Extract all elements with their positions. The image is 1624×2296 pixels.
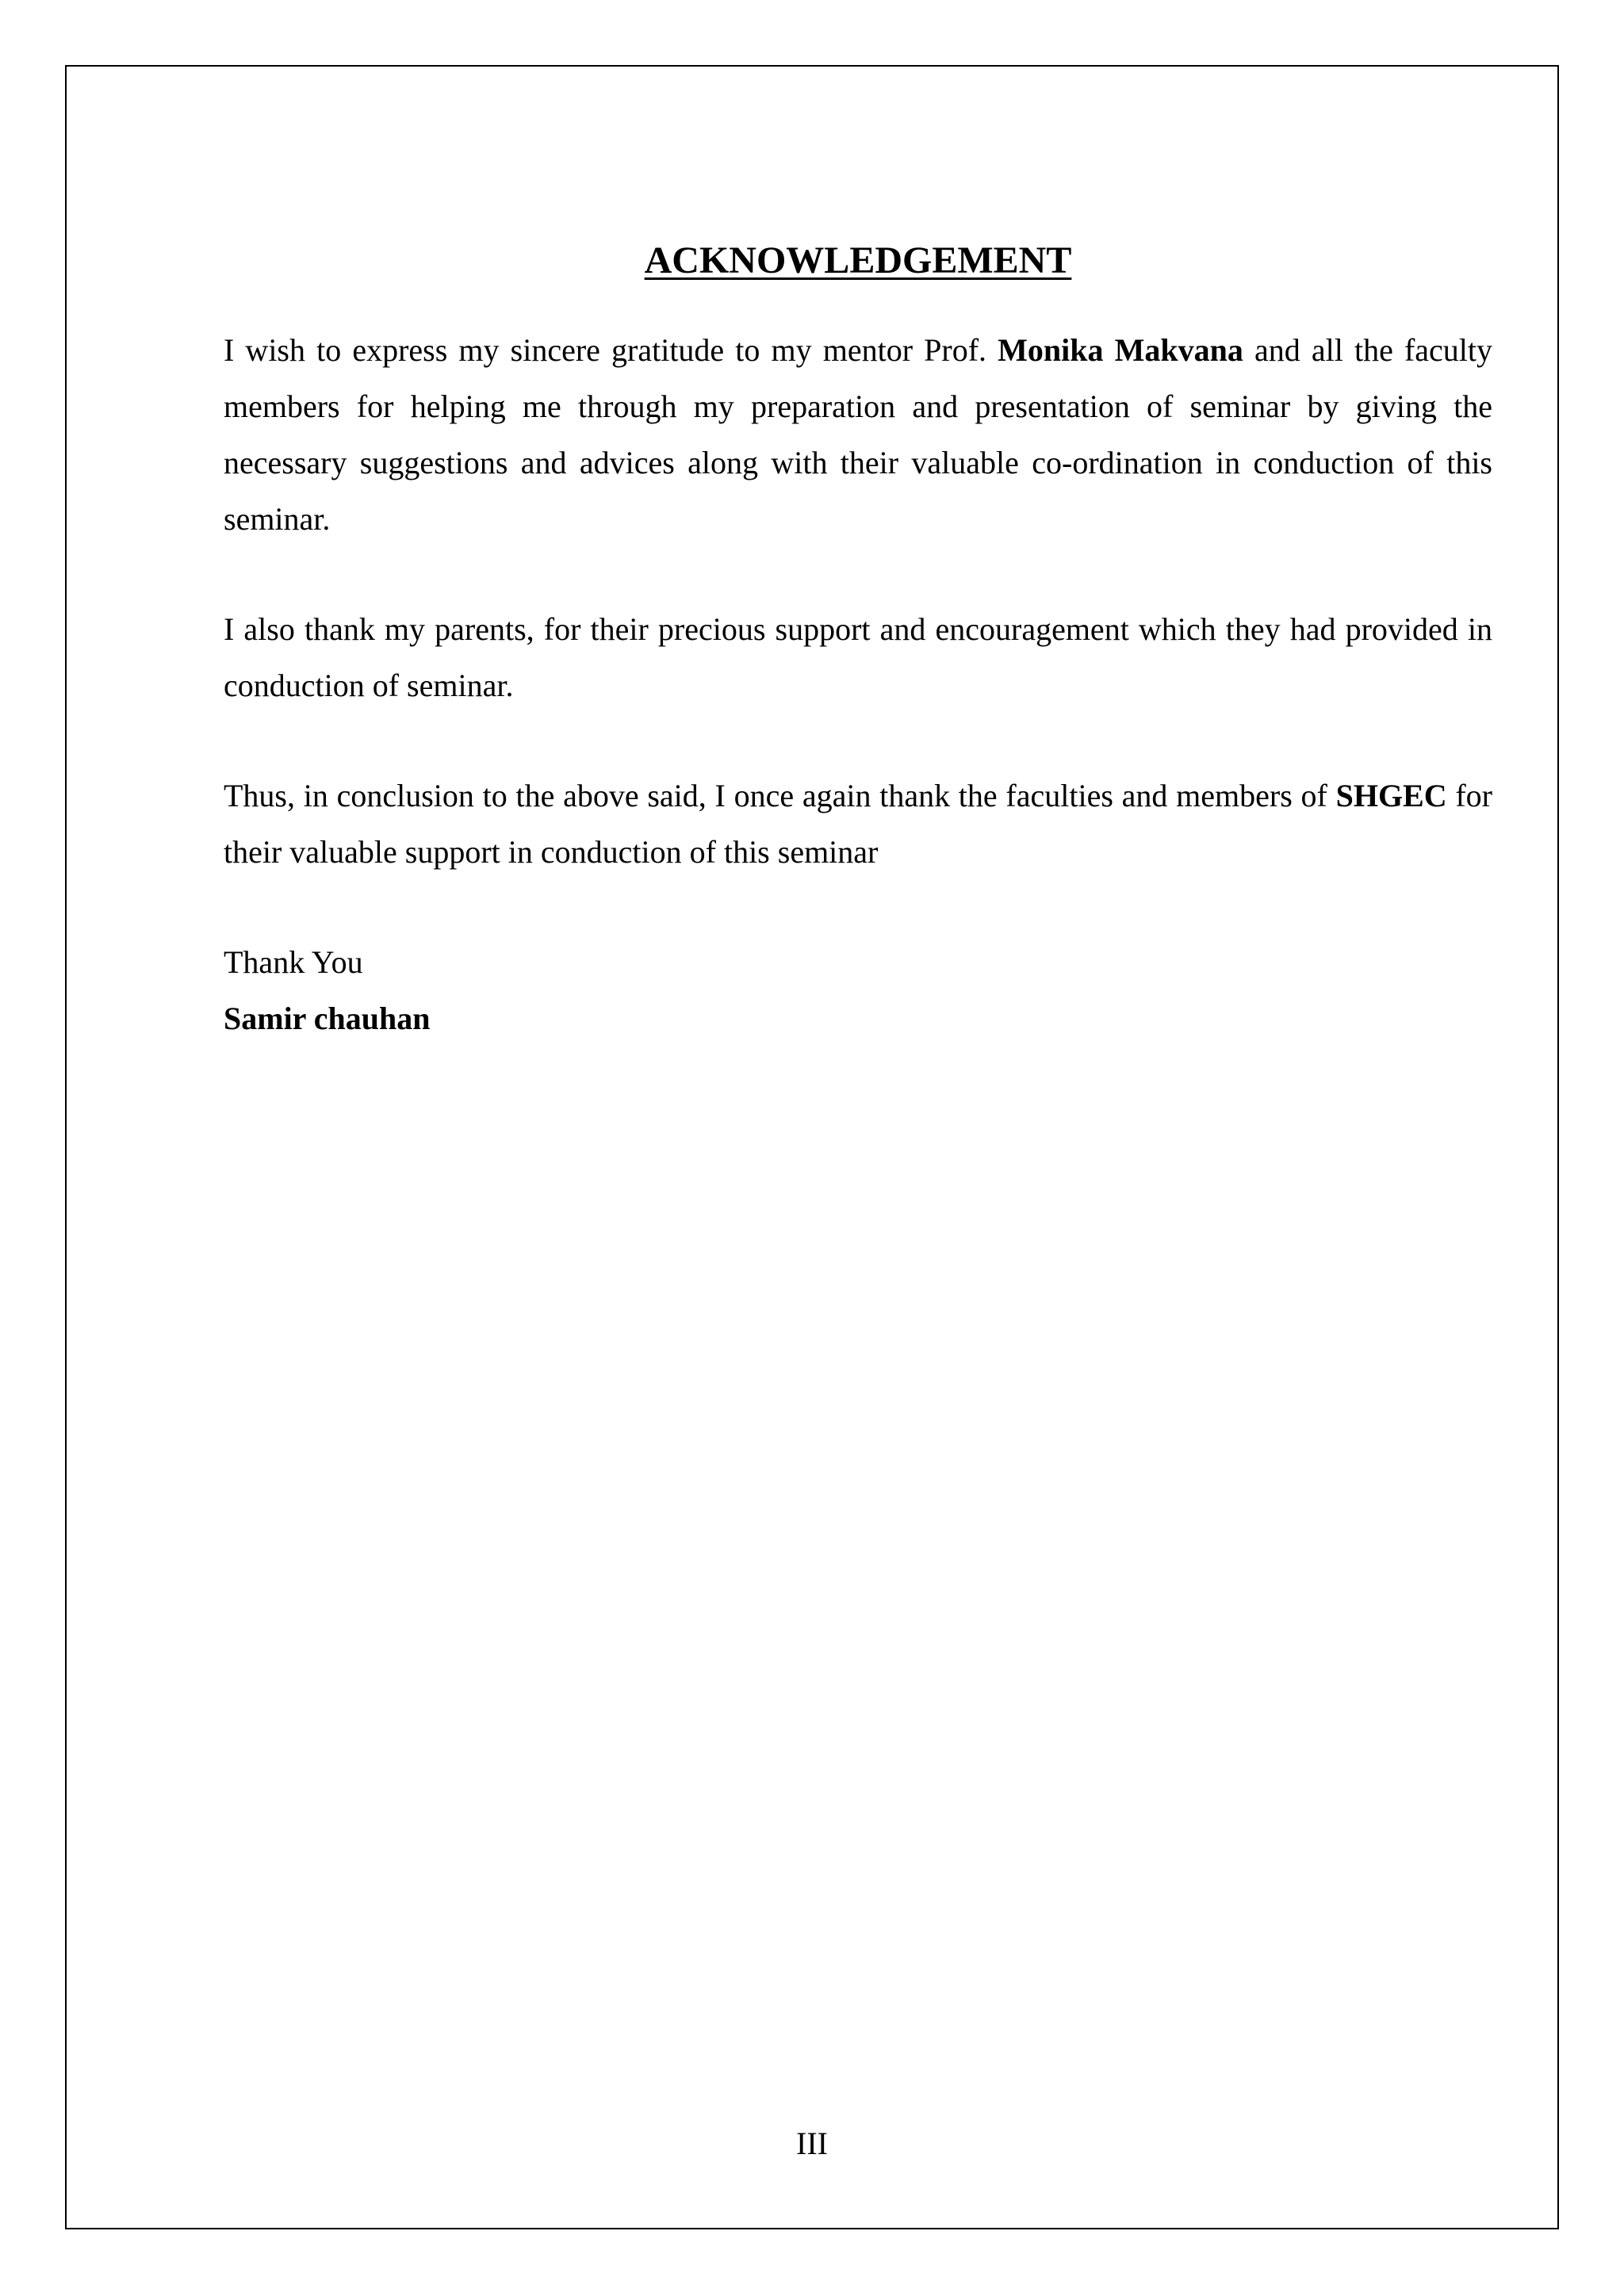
paragraph-gratitude-intro: I wish to express my sincere gratitude to my mentor Prof. [224, 331, 998, 368]
paragraph-conclusion [224, 767, 1492, 880]
paragraph-gratitude-rest: and all the faculty members for helping me through my preparation and presentation of seminar by giving the necessary suggestions and advices along with their valuable co-ordination in conduction of this seminar. [224, 331, 1492, 537]
mentor-name: Monika Makvana [998, 331, 1243, 368]
document-title: ACKNOWLEDGEMENT [644, 239, 1072, 281]
document-body [224, 238, 1492, 1047]
closing-text: Thank You [224, 943, 363, 980]
paragraph-parents: I also thank my parents, for their precious support and encouragement which they had provided in conduction of seminar. [224, 610, 1492, 703]
page-number: III [796, 2126, 828, 2161]
signature-name: Samir chauhan [224, 1000, 431, 1036]
paragraph-conclusion-intro: Thus, in conclusion to the above said, I once again thank the faculties and members of [224, 777, 1336, 813]
paragraph-conclusion-rest: for their valuable support in conduction of this seminar [224, 777, 1493, 870]
paragraph-gratitude [224, 322, 1492, 547]
institution-name: SHGEC [1335, 777, 1447, 813]
